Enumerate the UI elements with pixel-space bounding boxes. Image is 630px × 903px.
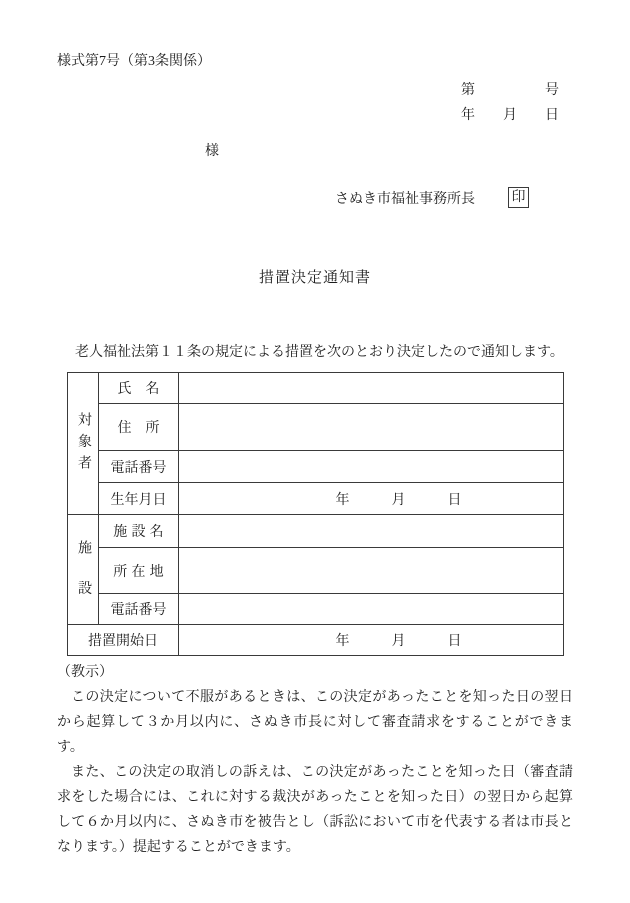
table-row: [68, 594, 564, 625]
facility-address-label: 所在地: [99, 548, 179, 594]
facility-name-label: 施設名: [99, 515, 179, 548]
address-value: [179, 404, 564, 451]
header-meta-block: [57, 78, 573, 128]
subject-group-label: 対象者: [76, 412, 91, 478]
document-title: 措置決定通知書: [258, 270, 371, 286]
facility-address-value: [179, 548, 564, 594]
issuer-line: [57, 187, 573, 208]
kyoji-heading: （教示）: [57, 665, 113, 680]
name-label: 氏 名: [99, 373, 179, 404]
issue-date-line: 年 月 日: [461, 108, 559, 123]
document-number-line: 第 号: [461, 83, 559, 98]
kyoji-paragraph-1: この決定について不服があるときは、この決定があったことを知った日の翌日から起算して３か月以内に、さぬき市長に対して審査請求をすることができます。: [57, 690, 573, 755]
facility-group-label: 施設: [76, 539, 91, 621]
address-label: 住 所: [99, 404, 179, 451]
form-number: 様式第7号（第3条関係）: [57, 54, 211, 69]
facility-phone-value: [179, 594, 564, 625]
birthdate-label: 生年月日: [99, 483, 179, 515]
table-row: [68, 404, 564, 451]
table-row: [68, 373, 564, 404]
table-row: [68, 451, 564, 483]
table-row: [68, 625, 564, 656]
phone-label: 電話番号: [99, 451, 179, 483]
kyoji-paragraph-2: また、この決定の取消しの訴えは、この決定があったことを知った日（審査請求をした場合には、これに対する裁決があったことを知った日）の翌日から起算して６か月以内に、さぬき市を被告とし（訴訟において市を代表する者は市長となります。）提起することができます。: [57, 765, 573, 855]
table-row: [68, 548, 564, 594]
table-row: [68, 515, 564, 548]
facility-phone-label: 電話番号: [99, 594, 179, 625]
table-row: [68, 483, 564, 515]
issuer-title: さぬき市福祉事務所長: [335, 191, 475, 207]
kyoji-section: [57, 660, 573, 860]
intro-sentence: 老人福祉法第１１条の規定による措置を次のとおり決定したので通知します。: [75, 345, 564, 360]
phone-value: [179, 451, 564, 483]
start-date-label: 措置開始日: [68, 625, 179, 656]
facility-group-cell: [68, 515, 99, 625]
birthdate-value: 年 月 日: [179, 483, 564, 515]
start-date-value: 年 月 日: [179, 625, 564, 656]
addressee-honorific: 様: [205, 144, 219, 159]
subject-group-cell: [68, 373, 99, 515]
name-value: [179, 373, 564, 404]
notice-table: [67, 372, 564, 656]
facility-name-value: [179, 515, 564, 548]
seal-mark: 印: [508, 187, 529, 208]
